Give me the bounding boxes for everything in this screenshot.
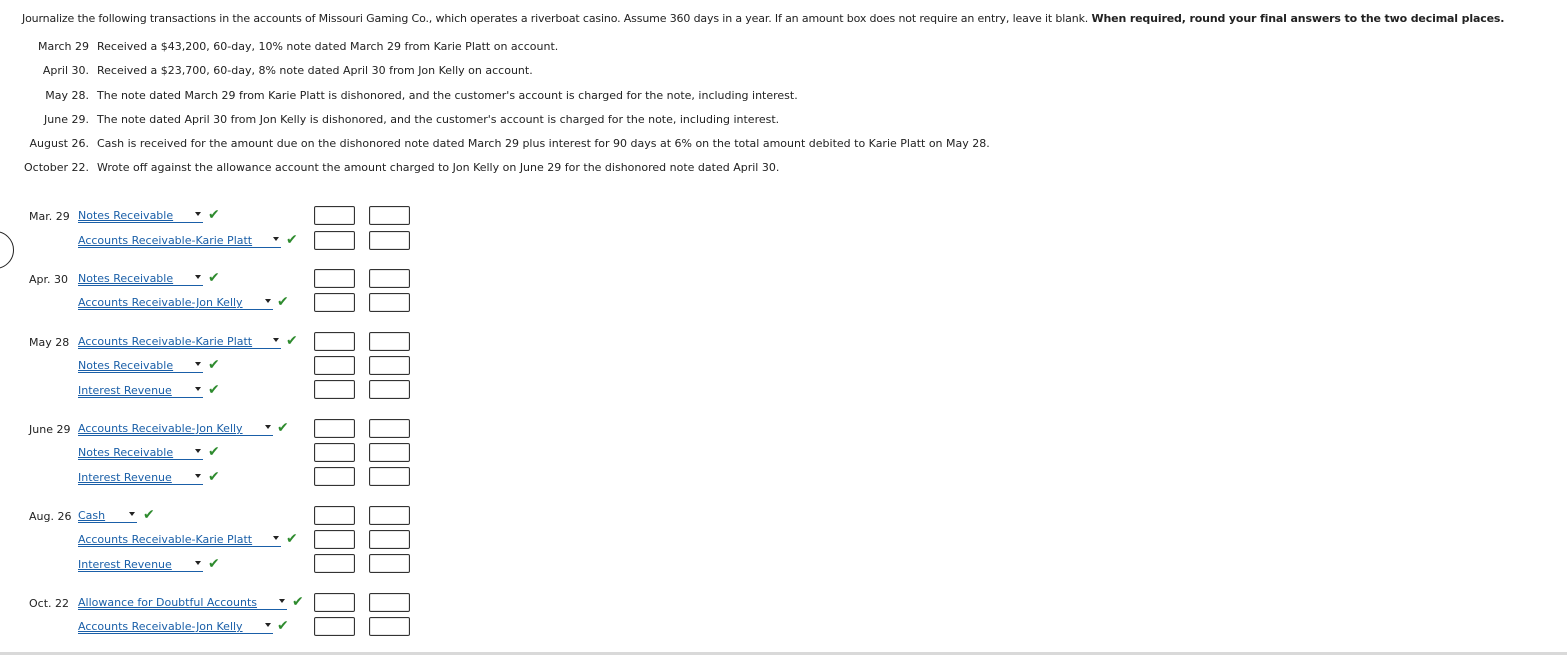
chevron-down-icon (195, 449, 201, 453)
transaction-description: The note dated March 29 from Karie Platt is dishonored, and the customer's account is charged for the note, including interest. (97, 89, 798, 102)
credit-input[interactable] (369, 293, 410, 312)
account-select-value: Accounts Receivable-Jon Kelly (78, 296, 243, 309)
checkmark-icon: ✔ (292, 594, 304, 610)
debit-input[interactable] (314, 332, 355, 351)
transaction-description: Received a $23,700, 60-day, 8% note dated April 30 from Jon Kelly on account. (97, 64, 533, 77)
account-select-value: Notes Receivable (78, 446, 174, 459)
chevron-down-icon (279, 599, 285, 603)
debit-input[interactable] (314, 293, 355, 312)
chevron-down-icon (273, 237, 279, 241)
debit-input[interactable] (314, 554, 355, 573)
account-select[interactable] (78, 272, 203, 286)
account-select-value: Interest Revenue (78, 558, 172, 571)
debit-input[interactable] (314, 380, 355, 399)
credit-input[interactable] (369, 443, 410, 462)
account-select-value: Accounts Receivable-Karie Platt (78, 533, 253, 546)
checkmark-icon: ✔ (143, 507, 155, 523)
account-select-value: Accounts Receivable-Jon Kelly (78, 620, 243, 633)
checkmark-icon: ✔ (286, 531, 298, 547)
debit-input[interactable] (314, 269, 355, 288)
account-select[interactable] (78, 620, 273, 634)
checkmark-icon: ✔ (277, 420, 289, 436)
credit-input[interactable] (369, 332, 410, 351)
entry-date: Oct. 22 (29, 597, 70, 610)
entry-date: June 29 (29, 423, 71, 436)
credit-input[interactable] (369, 206, 410, 225)
entry-date: Aug. 26 (29, 510, 72, 523)
checkmark-icon: ✔ (277, 618, 289, 634)
debit-input[interactable] (314, 231, 355, 250)
checkmark-icon: ✔ (286, 333, 298, 349)
chevron-down-icon (273, 338, 279, 342)
account-select[interactable] (78, 422, 273, 436)
debit-input[interactable] (314, 356, 355, 375)
debit-input[interactable] (314, 419, 355, 438)
chevron-down-icon (195, 212, 201, 216)
transaction-description: The note dated April 30 from Jon Kelly is dishonored, and the customer's account is charged for the note, including interest. (97, 113, 780, 126)
account-select[interactable] (78, 209, 203, 223)
chevron-down-icon (195, 362, 201, 366)
checkmark-icon: ✔ (208, 444, 220, 460)
chevron-down-icon (129, 512, 135, 516)
instructions (22, 12, 1504, 25)
credit-input[interactable] (369, 530, 410, 549)
checkmark-icon: ✔ (277, 294, 289, 310)
account-select[interactable] (78, 446, 203, 460)
checkmark-icon: ✔ (208, 270, 220, 286)
account-select[interactable] (78, 509, 137, 523)
credit-input[interactable] (369, 617, 410, 636)
debit-input[interactable] (314, 506, 355, 525)
account-select-value: Accounts Receivable-Jon Kelly (78, 422, 243, 435)
credit-input[interactable] (369, 506, 410, 525)
account-select[interactable] (78, 359, 203, 373)
transaction-date: October 22. (23, 161, 89, 174)
checkmark-icon: ✔ (286, 232, 298, 248)
transaction-date: June 29. (44, 113, 89, 126)
checkmark-icon: ✔ (208, 357, 220, 373)
credit-input[interactable] (369, 554, 410, 573)
checkmark-icon: ✔ (208, 207, 220, 223)
transaction-date: March 29 (37, 40, 89, 53)
credit-input[interactable] (369, 269, 410, 288)
checkmark-icon: ✔ (208, 382, 220, 398)
account-select[interactable] (78, 335, 281, 349)
chevron-down-icon (195, 275, 201, 279)
account-select[interactable] (78, 558, 203, 572)
transaction-description: Cash is received for the amount due on the dishonored note dated March 29 plus interest for 90 days at 6% on the total amount debited to Karie Platt on May 28. (97, 137, 990, 150)
checkmark-icon: ✔ (208, 469, 220, 485)
credit-input[interactable] (369, 467, 410, 486)
chevron-down-icon (265, 425, 271, 429)
chevron-down-icon (195, 387, 201, 391)
account-select-value: Accounts Receivable-Karie Platt (78, 234, 253, 247)
chevron-down-icon (265, 623, 271, 627)
transaction-date: May 28. (45, 89, 89, 102)
account-select-value: Cash (78, 509, 106, 522)
debit-input[interactable] (314, 593, 355, 612)
transaction-description: Received a $43,200, 60-day, 10% note dated March 29 from Karie Platt on account. (97, 40, 559, 53)
account-select[interactable] (78, 234, 281, 248)
entry-date: Apr. 30 (29, 273, 69, 286)
chevron-down-icon (273, 536, 279, 540)
credit-input[interactable] (369, 356, 410, 375)
credit-input[interactable] (369, 419, 410, 438)
account-select-value: Notes Receivable (78, 272, 174, 285)
navigation-circle-button[interactable] (0, 231, 14, 269)
chevron-down-icon (195, 474, 201, 478)
debit-input[interactable] (314, 530, 355, 549)
transaction-date: August 26. (29, 137, 89, 150)
checkmark-icon: ✔ (208, 556, 220, 572)
account-select-value: Notes Receivable (78, 359, 174, 372)
account-select[interactable] (78, 471, 203, 485)
debit-input[interactable] (314, 443, 355, 462)
account-select[interactable] (78, 533, 281, 547)
entry-date: May 28 (29, 336, 70, 349)
instructions-text: Journalize the following transactions in the accounts of Missouri Gaming Co., which operates a riverboat casino. Assume 360 days in a year. If an amount box does not require an entry, leave it blank. (22, 12, 1092, 25)
chevron-down-icon (195, 561, 201, 565)
account-select[interactable] (78, 384, 203, 398)
account-select-value: Allowance for Doubtful Accounts (78, 596, 258, 609)
transaction-description: Wrote off against the allowance account the amount charged to Jon Kelly on June 29 for the dishonored note dated April 30. (97, 161, 780, 174)
account-select-value: Interest Revenue (78, 384, 172, 397)
debit-input[interactable] (314, 617, 355, 636)
debit-input[interactable] (314, 467, 355, 486)
account-select-value: Notes Receivable (78, 209, 174, 222)
account-select[interactable] (78, 296, 273, 310)
chevron-down-icon (265, 299, 271, 303)
entry-date: Mar. 29 (29, 210, 70, 223)
account-select-value: Accounts Receivable-Karie Platt (78, 335, 253, 348)
instructions-bold: When required, round your final answers to the two decimal places. (1091, 12, 1505, 25)
transaction-date: April 30. (42, 64, 89, 77)
credit-input[interactable] (369, 593, 410, 612)
credit-input[interactable] (369, 231, 410, 250)
account-select[interactable] (78, 596, 287, 610)
account-select-value: Interest Revenue (78, 471, 172, 484)
debit-input[interactable] (314, 206, 355, 225)
credit-input[interactable] (369, 380, 410, 399)
